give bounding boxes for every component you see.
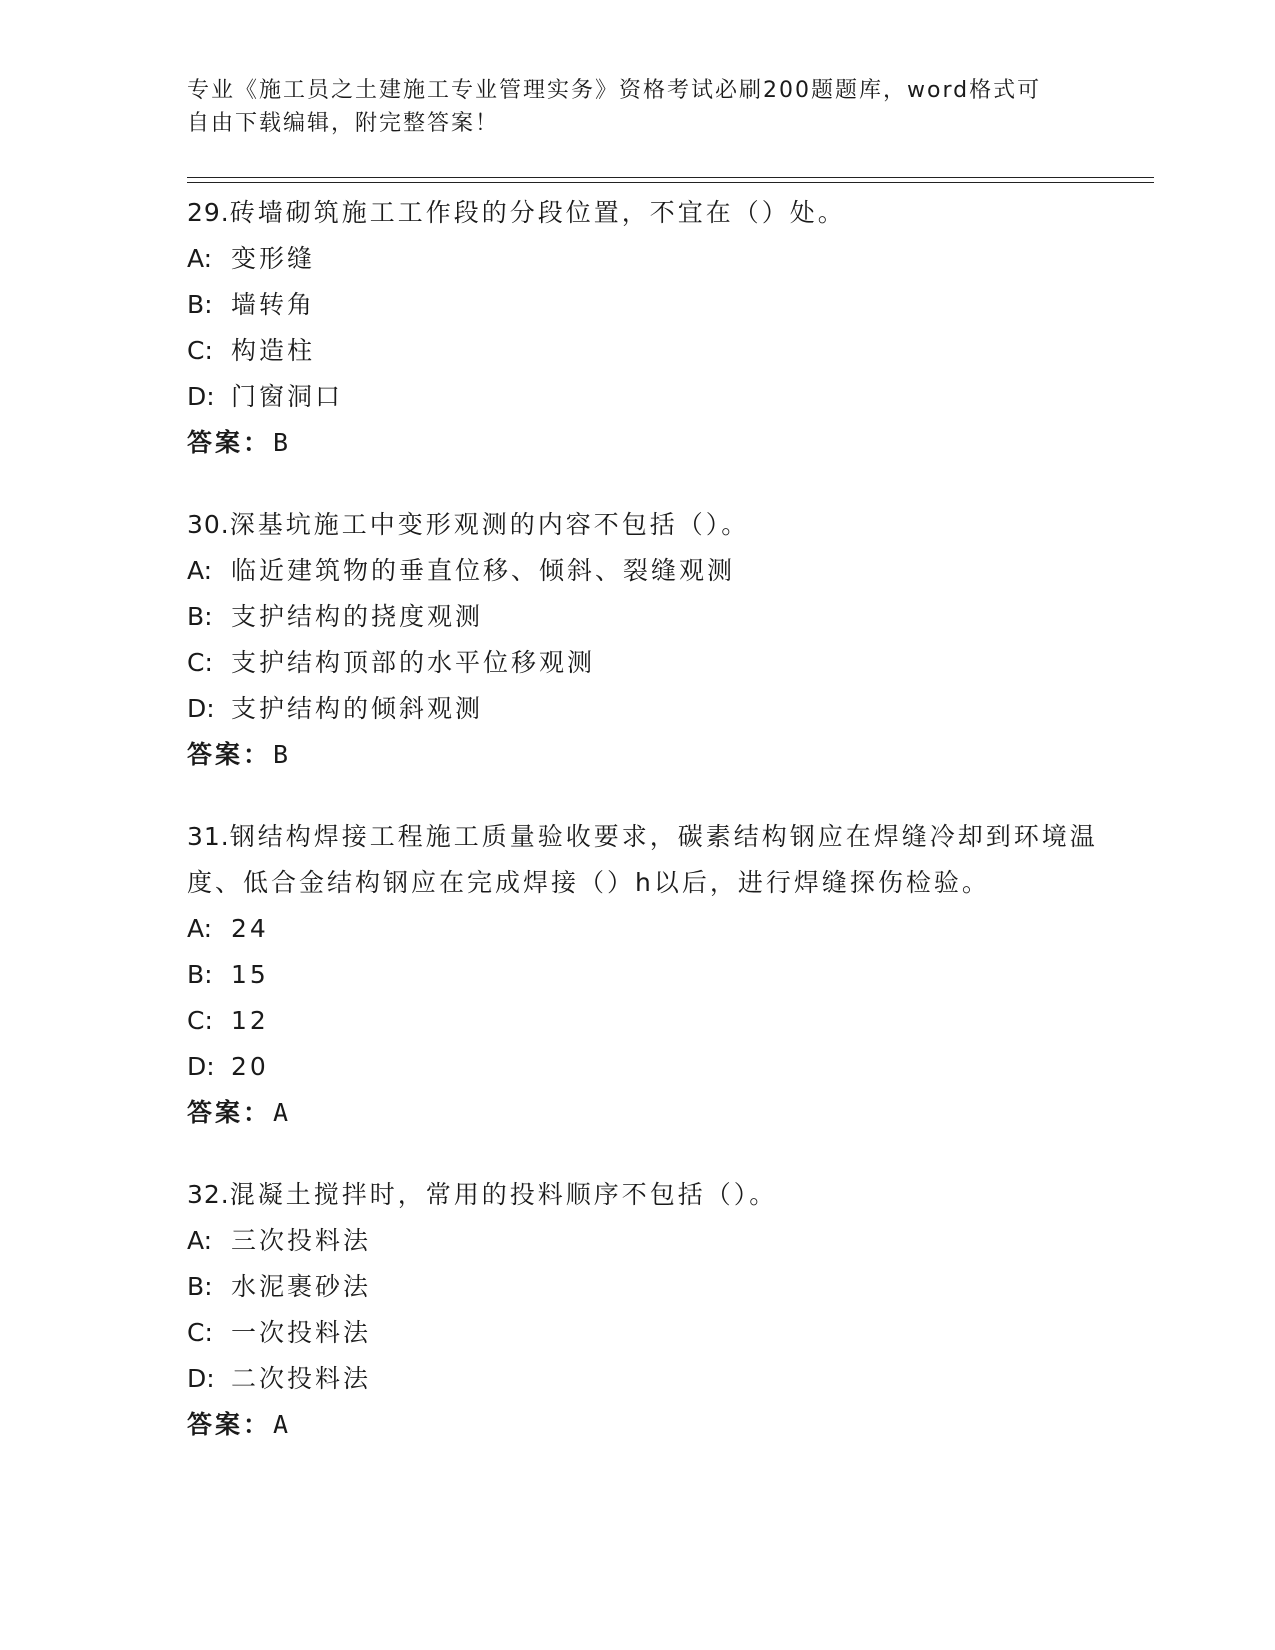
question-29 xyxy=(187,190,1137,466)
option-key: D: xyxy=(187,1052,215,1081)
question-text xyxy=(187,814,1137,906)
option-list xyxy=(187,1218,1137,1402)
option-list xyxy=(187,548,1137,732)
option-text: 墙转角 xyxy=(231,290,316,319)
option-d xyxy=(187,1356,1137,1402)
answer-label: 答案： xyxy=(187,428,272,457)
option-text: 构造柱 xyxy=(231,336,316,365)
answer-label: 答案： xyxy=(187,740,272,769)
question-stem: 深基坑施工中变形观测的内容不包括（）。 xyxy=(229,510,750,539)
option-list xyxy=(187,906,1137,1090)
header-line-2: 自由下载编辑，附完整答案！ xyxy=(187,111,500,136)
answer-label: 答案： xyxy=(187,1410,272,1439)
question-stem: 钢结构焊接工程施工质量验收要求，碳素结构钢应在焊缝冷却到环境温度、低合金结构钢应在完成焊接（）h以后，进行焊缝探伤检验。 xyxy=(187,822,1098,897)
option-key: A: xyxy=(187,1226,213,1255)
option-b xyxy=(187,282,1137,328)
question-30 xyxy=(187,502,1137,778)
option-text: 二次投料法 xyxy=(231,1364,372,1393)
option-key: B: xyxy=(187,1272,213,1301)
question-31 xyxy=(187,814,1137,1136)
option-text: 支护结构的挠度观测 xyxy=(231,602,484,631)
option-a xyxy=(187,236,1137,282)
answer-line xyxy=(187,1090,1137,1136)
answer-value: A xyxy=(273,1098,291,1127)
option-key: A: xyxy=(187,556,213,585)
option-key: C: xyxy=(187,336,213,365)
option-text: 支护结构顶部的水平位移观测 xyxy=(231,648,596,677)
option-c xyxy=(187,1310,1137,1356)
option-text: 临近建筑物的垂直位移、倾斜、裂缝观测 xyxy=(231,556,736,585)
question-number: 29. xyxy=(187,198,230,227)
question-number: 31. xyxy=(187,822,230,851)
answer-value: B xyxy=(273,740,291,769)
option-text: 15 xyxy=(231,960,269,989)
option-key: B: xyxy=(187,602,213,631)
answer-line xyxy=(187,420,1137,466)
question-text xyxy=(187,1172,1137,1218)
option-key: D: xyxy=(187,694,215,723)
option-text: 支护结构的倾斜观测 xyxy=(231,694,484,723)
option-a xyxy=(187,906,1137,952)
question-text xyxy=(187,502,1137,548)
answer-line xyxy=(187,732,1137,778)
option-d xyxy=(187,374,1137,420)
option-c xyxy=(187,998,1137,1044)
question-text xyxy=(187,190,1137,236)
question-list xyxy=(187,190,1137,1484)
option-text: 12 xyxy=(231,1006,269,1035)
option-key: D: xyxy=(187,1364,215,1393)
option-text: 24 xyxy=(231,914,269,943)
option-key: A: xyxy=(187,914,213,943)
option-c xyxy=(187,328,1137,374)
answer-value: B xyxy=(273,428,291,457)
option-text: 门窗洞口 xyxy=(231,382,344,411)
option-key: B: xyxy=(187,290,213,319)
answer-value: A xyxy=(273,1410,291,1439)
option-key: C: xyxy=(187,1318,213,1347)
option-d xyxy=(187,686,1137,732)
option-key: C: xyxy=(187,1006,213,1035)
question-number: 32. xyxy=(187,1180,230,1209)
option-key: C: xyxy=(187,648,213,677)
header-line-1: 专业《施工员之土建施工专业管理实务》资格考试必刷200题题库，word格式可 xyxy=(187,78,1042,103)
question-32 xyxy=(187,1172,1137,1448)
answer-label: 答案： xyxy=(187,1098,272,1127)
option-b xyxy=(187,594,1137,640)
header-divider-bottom xyxy=(187,182,1154,183)
option-list xyxy=(187,236,1137,420)
option-key: B: xyxy=(187,960,213,989)
option-text: 水泥裹砂法 xyxy=(231,1272,372,1301)
option-c xyxy=(187,640,1137,686)
question-number: 30. xyxy=(187,510,230,539)
option-d xyxy=(187,1044,1137,1090)
option-key: D: xyxy=(187,382,215,411)
answer-line xyxy=(187,1402,1137,1448)
option-key: A: xyxy=(187,244,213,273)
document-header xyxy=(187,74,1067,140)
option-text: 变形缝 xyxy=(231,244,316,273)
option-b xyxy=(187,952,1137,998)
option-text: 20 xyxy=(231,1052,269,1081)
question-stem: 混凝土搅拌时，常用的投料顺序不包括（）。 xyxy=(229,1180,778,1209)
question-stem: 砖墙砌筑施工工作段的分段位置，不宜在（）处。 xyxy=(229,198,846,227)
option-b xyxy=(187,1264,1137,1310)
option-a xyxy=(187,1218,1137,1264)
option-text: 三次投料法 xyxy=(231,1226,372,1255)
option-a xyxy=(187,548,1137,594)
option-text: 一次投料法 xyxy=(231,1318,372,1347)
header-divider-top xyxy=(187,177,1154,178)
